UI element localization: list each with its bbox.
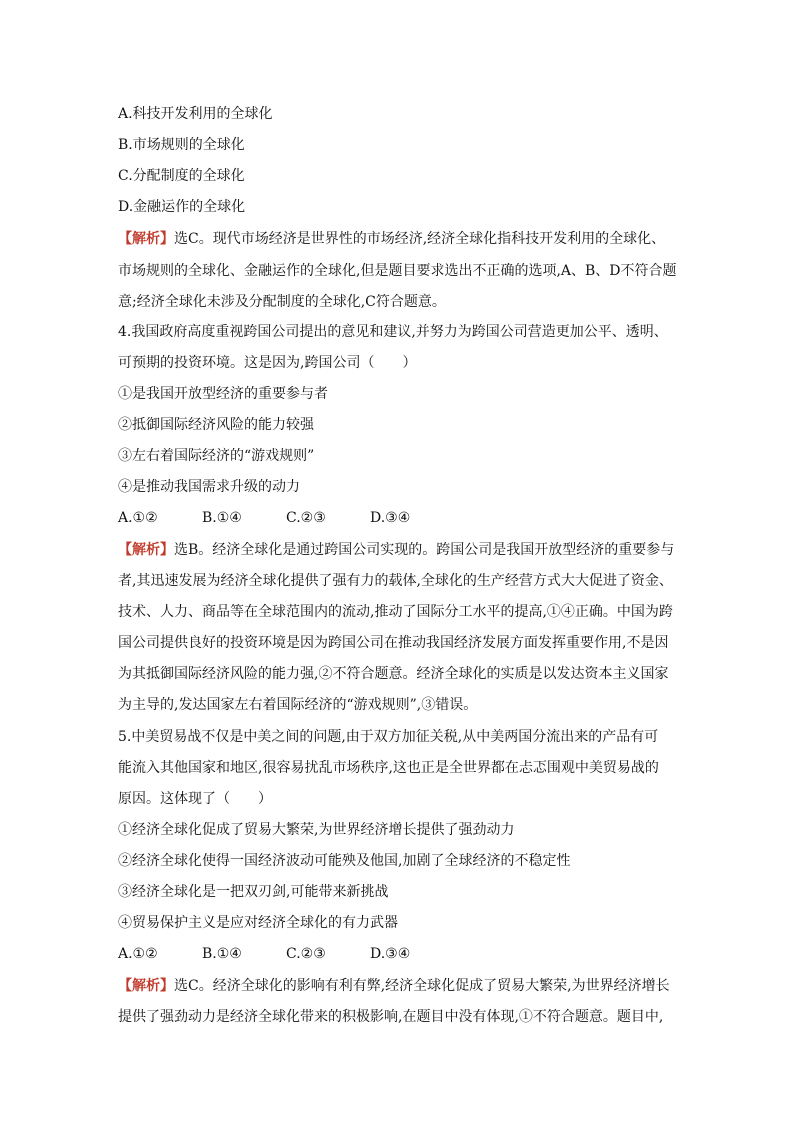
q4-choice-b: B.①④	[202, 510, 242, 526]
q4-analysis-line-3: 技术、人力、商品等在全球范围内的流动,推动了国际分工水平的提高,①④正确。中国为跨	[118, 604, 673, 620]
q5-stem-line-3: 原因。这体现了（ ）	[118, 791, 272, 807]
q5-choice-d: D.③④	[370, 946, 411, 962]
q5-statement-1: ①经济全球化促成了贸易大繁荣,为世界经济增长提供了强劲动力	[118, 822, 515, 838]
q5-statement-2: ②经济全球化使得一国经济波动可能殃及他国,加剧了全球经济的不稳定性	[118, 853, 571, 869]
analysis-tag: 【解析】	[118, 231, 174, 247]
q4-statement-2: ②抵御国际经济风险的能力较强	[118, 417, 314, 433]
q5-statement-4: ④贸易保护主义是应对经济全球化的有力武器	[118, 915, 398, 931]
q5-stem-line-2: 能流入其他国家和地区,很容易扰乱市场秩序,这也正是全世界都在忐忑围观中美贸易战的	[118, 760, 659, 776]
q4-choices	[118, 508, 454, 528]
q4-analysis-line-2: 者,其迅速发展为经济全球化提供了强有力的载体,全球化的生产经营方式大大促进了资金、	[118, 573, 673, 589]
analysis-text: 选B。经济全球化是通过跨国公司实现的。跨国公司是我国开放型经济的重要参与	[174, 542, 675, 558]
q4-statement-3: ③左右着国际经济的“游戏规则”	[118, 448, 315, 464]
q5-choice-a: A.①②	[118, 946, 158, 962]
q4-choice-a: A.①②	[118, 510, 158, 526]
q5-choice-b: B.①④	[202, 946, 242, 962]
q4-analysis-line-4: 国公司提供良好的投资环境是因为跨国公司在推动我国经济发展方面发挥重要作用,不是因	[118, 635, 669, 651]
q4-analysis-line-6: 为主导的,发达国家左右着国际经济的“游戏规则”,③错误。	[118, 697, 478, 713]
analysis-text: 选C。经济全球化的影响有利有弊,经济全球化促成了贸易大繁荣,为世界经济增长	[174, 978, 670, 994]
q5-statement-3: ③经济全球化是一把双刃剑,可能带来新挑战	[118, 884, 389, 900]
q5-analysis-line-2: 提供了强劲动力是经济全球化带来的积极影响,在题目中没有体现,①不符合题意。题目中,	[118, 1009, 664, 1025]
q3-option-d: D.金融运作的全球化	[118, 199, 246, 215]
q4-analysis-line-1	[118, 540, 674, 560]
q5-analysis-line-1	[118, 976, 670, 996]
q3-option-a: A.科技开发利用的全球化	[118, 106, 273, 122]
q3-option-c: C.分配制度的全球化	[118, 168, 245, 184]
q3-option-b: B.市场规则的全球化	[118, 137, 245, 153]
q4-choice-d: D.③④	[370, 510, 411, 526]
q3-analysis-line-3: 意;经济全球化未涉及分配制度的全球化,C符合题意。	[118, 294, 446, 310]
q3-analysis-line-2: 市场规则的全球化、金融运作的全球化,但是题目要求选出不正确的选项,A、B、D不符合题	[118, 263, 677, 279]
analysis-tag: 【解析】	[118, 978, 174, 994]
q4-statement-1: ①是我国开放型经济的重要参与者	[118, 386, 328, 402]
q4-statement-4: ④是推动我国需求升级的动力	[118, 479, 300, 495]
analysis-text: 选C。现代市场经济是世界性的市场经济,经济全球化指科技开发利用的全球化、	[174, 231, 666, 247]
q4-choice-c: C.②③	[286, 510, 326, 526]
q5-choices	[118, 944, 454, 964]
q4-stem-line-2: 可预期的投资环境。这是因为,跨国公司（ ）	[118, 355, 417, 371]
q5-stem-line-1: 5.中美贸易战不仅是中美之间的问题,由于双方加征关税,从中美两国分流出来的产品有可	[118, 729, 659, 745]
q4-analysis-line-5: 为其抵御国际经济风险的能力强,②不符合题意。经济全球化的实质是以发达资本主义国家	[118, 666, 669, 682]
q4-stem-line-1: 4.我国政府高度重视跨国公司提出的意见和建议,并努力为跨国公司营造更加公平、透明、	[118, 324, 668, 340]
q3-analysis-line-1	[118, 229, 665, 249]
q5-choice-c: C.②③	[286, 946, 326, 962]
analysis-tag: 【解析】	[118, 542, 174, 558]
